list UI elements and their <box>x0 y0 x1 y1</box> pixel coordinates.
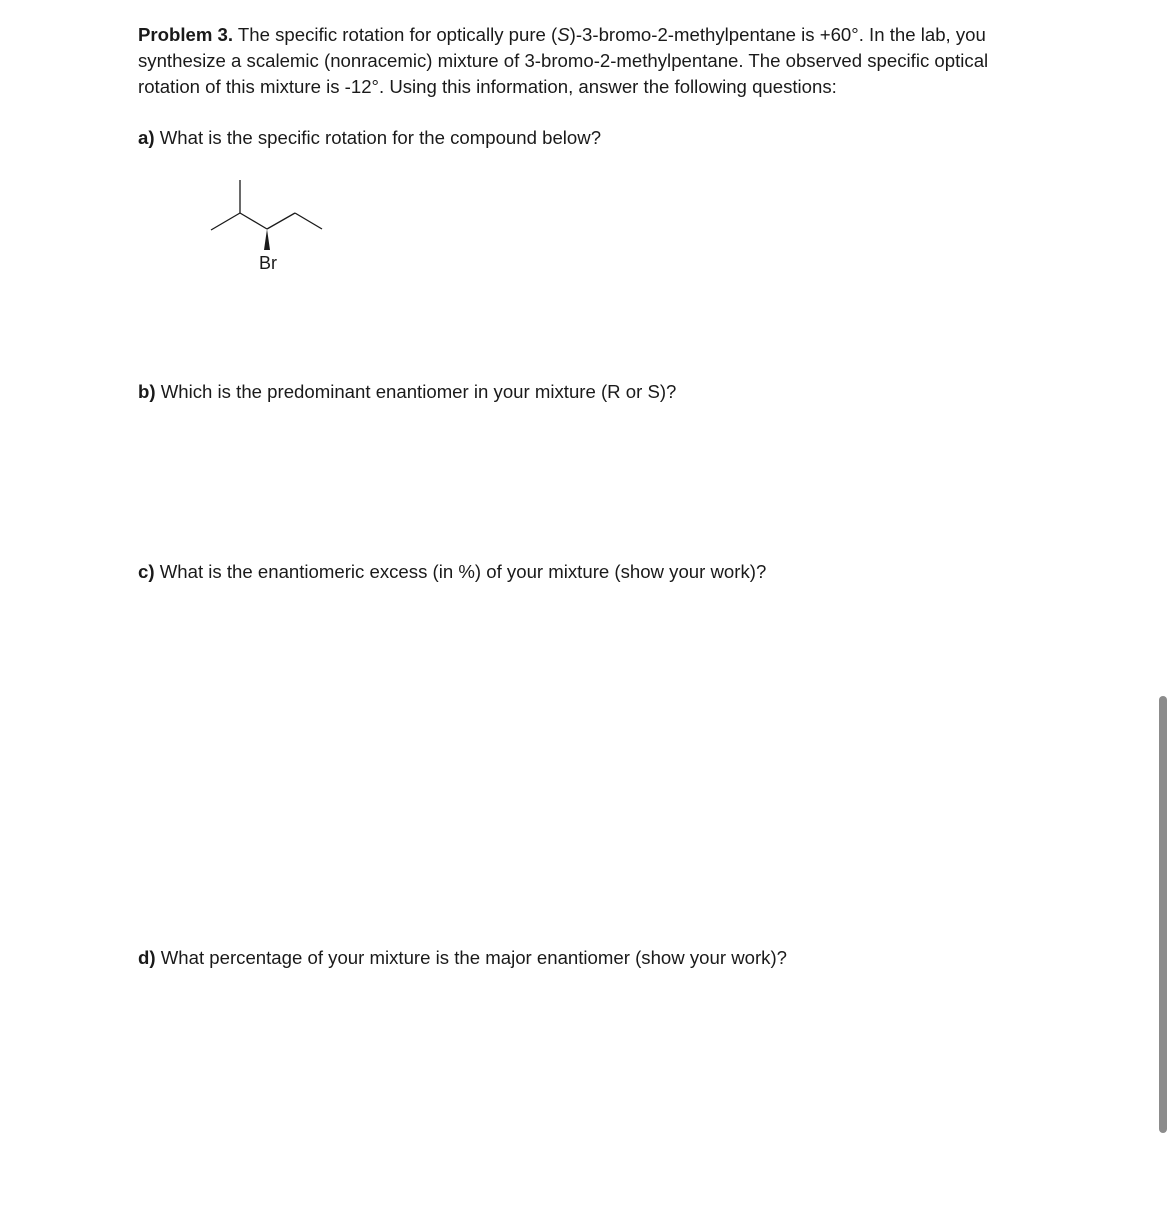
question-a <box>138 125 601 151</box>
problem-text-part1: The specific rotation for optically pure ( <box>233 24 558 45</box>
molecule-structure <box>200 170 340 280</box>
question-a-text: What is the specific rotation for the compound below? <box>154 127 602 148</box>
bond-c4-c5 <box>295 213 322 229</box>
question-c <box>138 559 766 585</box>
question-b <box>138 379 676 405</box>
problem-statement <box>138 22 1048 100</box>
bond-c2-c3 <box>240 213 267 229</box>
scrollbar-thumb[interactable] <box>1159 696 1167 1133</box>
question-a-label: a) <box>138 127 155 148</box>
problem-config-italic: S <box>557 24 570 45</box>
problem-text-part2: )-3-bromo-2-methylpentane is +60°. In the lab, you synthesize a scalemic (nonracemic) mixture of 3-bromo-2-methylpentane. The observed specific optical rotation of this mixture is -12°. Using this information, answer the following questions: <box>138 24 989 97</box>
vertical-scrollbar[interactable] <box>1156 0 1170 1213</box>
question-b-text: Which is the predominant enantiomer in your mixture (R or S)? <box>155 381 677 402</box>
question-c-text: What is the enantiomeric excess (in %) of your mixture (show your work)? <box>154 561 767 582</box>
question-d-label: d) <box>138 947 156 968</box>
wedge-bond-br <box>264 229 270 250</box>
question-d <box>138 945 787 971</box>
bond-left-methyl <box>211 213 240 230</box>
bond-c3-c4 <box>267 213 295 229</box>
question-d-text: What percentage of your mixture is the major enantiomer (show your work)? <box>155 947 787 968</box>
question-c-label: c) <box>138 561 155 582</box>
bromine-label: Br <box>259 253 277 273</box>
question-b-label: b) <box>138 381 156 402</box>
problem-label: Problem 3. <box>138 24 234 45</box>
